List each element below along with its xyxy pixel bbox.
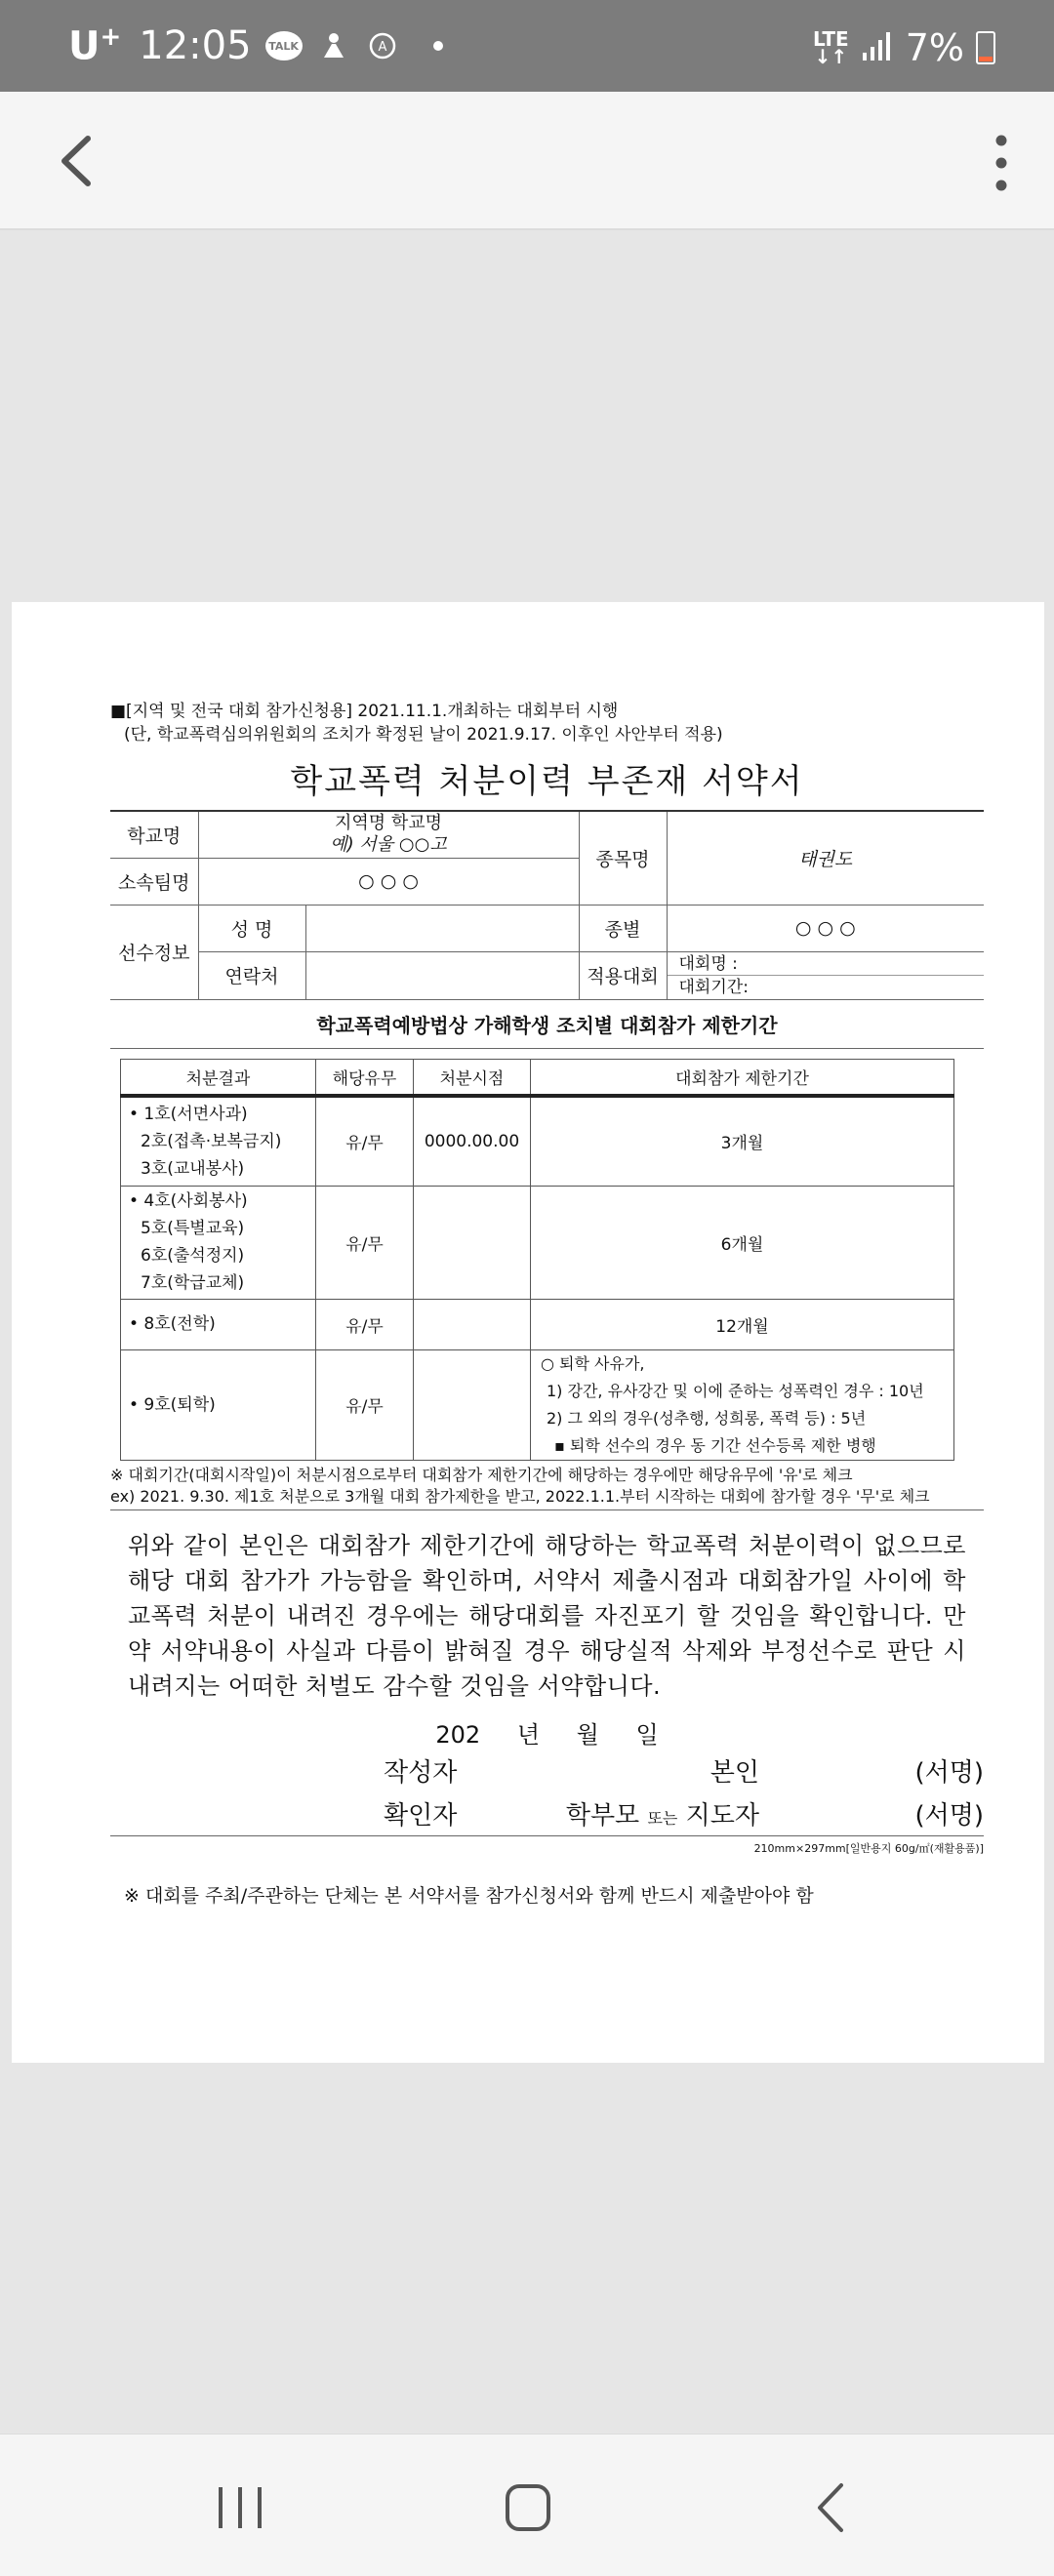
paper-spec: 210mm×297mm[일반용지 60g/㎡(재활용품)] bbox=[110, 1835, 984, 1856]
row-limit: 12개월 bbox=[531, 1299, 954, 1349]
header-status: 해당유무 bbox=[316, 1059, 414, 1096]
header-date: 처분시점 bbox=[414, 1059, 531, 1096]
more-icon[interactable] bbox=[982, 131, 1021, 195]
team-label: 소속팀명 bbox=[110, 858, 198, 905]
recent-apps-icon[interactable] bbox=[201, 2474, 279, 2542]
sanction-table bbox=[120, 1059, 954, 1461]
battery-icon bbox=[976, 31, 995, 64]
header-limit: 대회참가 제한기간 bbox=[531, 1059, 954, 1096]
bottom-notice: ※ 대회를 주최/주관하는 단체는 본 서약서를 참가신청서와 함께 반드시 제출받아야 함 bbox=[124, 1884, 814, 1907]
table-row bbox=[121, 1096, 954, 1186]
header-result: 처분결과 bbox=[121, 1059, 316, 1096]
athlete-label: 선수정보 bbox=[110, 905, 198, 999]
row-limit: 6개월 bbox=[531, 1186, 954, 1299]
row-date bbox=[414, 1349, 531, 1460]
confirmer-label: 확인자 bbox=[384, 1801, 458, 1831]
table-row bbox=[121, 1349, 954, 1460]
footnote: ※ 대회기간(대회시작일)이 처분시점으로부터 대회참가 제한기간에 해당하는 경우에만 해당유무에 '유'로 체크 ex) 2021. 9.30. 제1호 처분으로 3개월 대회 참가제한을 받고, 2022.1.1.부터 시작하는 대회에 참가할 경우 '무'로 체크 bbox=[110, 1465, 984, 1510]
lte-icon: LTE ↓↑ bbox=[812, 27, 849, 68]
event-value: 태권도 bbox=[667, 811, 984, 905]
name-value bbox=[305, 905, 579, 951]
notice-line: ■[지역 및 전국 대회 참가신청용] 2021.11.1.개최하는 대회부터 시행 bbox=[110, 702, 619, 721]
school-label: 학교명 bbox=[110, 811, 198, 858]
writer-label: 작성자 bbox=[384, 1758, 458, 1788]
row-items: • 8호(전학) bbox=[121, 1299, 316, 1349]
row-status: 유/무 bbox=[316, 1299, 414, 1349]
confirmer-row bbox=[110, 1792, 984, 1835]
school-value: 지역명 학교명 예) 서울 ○○고 bbox=[198, 811, 579, 858]
category-label: 종별 bbox=[579, 905, 667, 951]
status-bar bbox=[0, 0, 1054, 92]
signal-icon bbox=[861, 29, 894, 66]
writer-signature: (서명) bbox=[914, 1758, 984, 1788]
name-label: 성 명 bbox=[198, 905, 305, 951]
row-items: • 4호(사회봉사) 5호(특별교육) 6호(출석정지) 7호(학급교체) bbox=[121, 1186, 316, 1299]
navigation-bar bbox=[0, 2434, 1054, 2576]
back-nav-icon[interactable] bbox=[790, 2474, 869, 2542]
info-table bbox=[110, 810, 984, 1000]
svg-text:A: A bbox=[378, 40, 387, 55]
confirmer-who: 학부모 또는 지도자 bbox=[565, 1801, 759, 1831]
dot-icon bbox=[433, 41, 443, 51]
row-limit: ○ 퇴학 사유가, 1) 강간, 유사강간 및 이에 준하는 성폭력인 경우 : 10년 2) 그 외의 경우(성추행, 성희롱, 폭력 등) : 5년 ▪ 퇴학 선수의 경우 동 기간 선수등록 제한 병행 bbox=[531, 1349, 954, 1460]
kiwoom-icon bbox=[316, 28, 351, 63]
date-line: 202 년 월 일 bbox=[435, 1720, 659, 1749]
section-subtitle: 학교폭력예방법상 가해학생 조치별 대회참가 제한기간 bbox=[110, 1000, 984, 1049]
row-items: • 1호(서면사과) 2호(접촉·보복금지) 3호(교내봉사) bbox=[121, 1096, 316, 1186]
pledge-text: 위와 같이 본인은 대회참가 제한기간에 해당하는 학교폭력 처분이력이 없으므로 해당 대회 참가가 가능함을 확인하며, 서약서 제출시점과 대회참가일 사이에 학교폭력 처분이 내려진 경우에는 해당대회를 자진포기 할 것임을 확인합니다. 만약 서약내용이 사실과 다름이 밝혀질 경우 해당실적 삭제와 부정선수로 판단 시 내려지는 어떠한 처벌도 감수할 것임을 서약합니다. bbox=[128, 1531, 966, 1700]
app-bar bbox=[0, 92, 1054, 230]
row-limit: 3개월 bbox=[531, 1096, 954, 1186]
kakaotalk-icon: TALK bbox=[265, 31, 303, 60]
row-status: 유/무 bbox=[316, 1349, 414, 1460]
applied-meet-label: 적용대회 bbox=[579, 951, 667, 999]
notice-line: (단, 학교폭력심의위원회의 조치가 확정된 날이 2021.9.17. 이후인 사안부터 적용) bbox=[124, 725, 723, 745]
team-value: ○ ○ ○ bbox=[198, 858, 579, 905]
carrier-label: U+ bbox=[68, 22, 122, 69]
applied-meet-value: 대회명 : 대회기간: bbox=[667, 951, 984, 999]
contact-label: 연락처 bbox=[198, 951, 305, 999]
confirmer-signature: (서명) bbox=[914, 1801, 984, 1831]
back-icon[interactable] bbox=[51, 129, 109, 193]
row-date bbox=[414, 1299, 531, 1349]
contact-value bbox=[305, 951, 579, 999]
writer-row bbox=[110, 1750, 984, 1792]
writer-who: 본인 bbox=[709, 1758, 759, 1788]
row-items: • 9호(퇴학) bbox=[121, 1349, 316, 1460]
table-row bbox=[121, 1186, 954, 1299]
battery-percent: 7% bbox=[905, 26, 964, 69]
row-date: 0000.00.00 bbox=[414, 1096, 531, 1186]
table-row bbox=[121, 1299, 954, 1349]
auto-rotate-icon bbox=[365, 28, 400, 63]
row-date bbox=[414, 1186, 531, 1299]
row-status: 유/무 bbox=[316, 1186, 414, 1299]
category-value: ○ ○ ○ bbox=[667, 905, 984, 951]
home-icon[interactable] bbox=[488, 2474, 566, 2542]
document-title: 학교폭력 처분이력 부존재 서약서 bbox=[290, 762, 804, 801]
row-status: 유/무 bbox=[316, 1096, 414, 1186]
document-page[interactable] bbox=[12, 602, 1044, 2063]
clock: 12:05 bbox=[139, 23, 252, 68]
event-label: 종목명 bbox=[579, 811, 667, 905]
